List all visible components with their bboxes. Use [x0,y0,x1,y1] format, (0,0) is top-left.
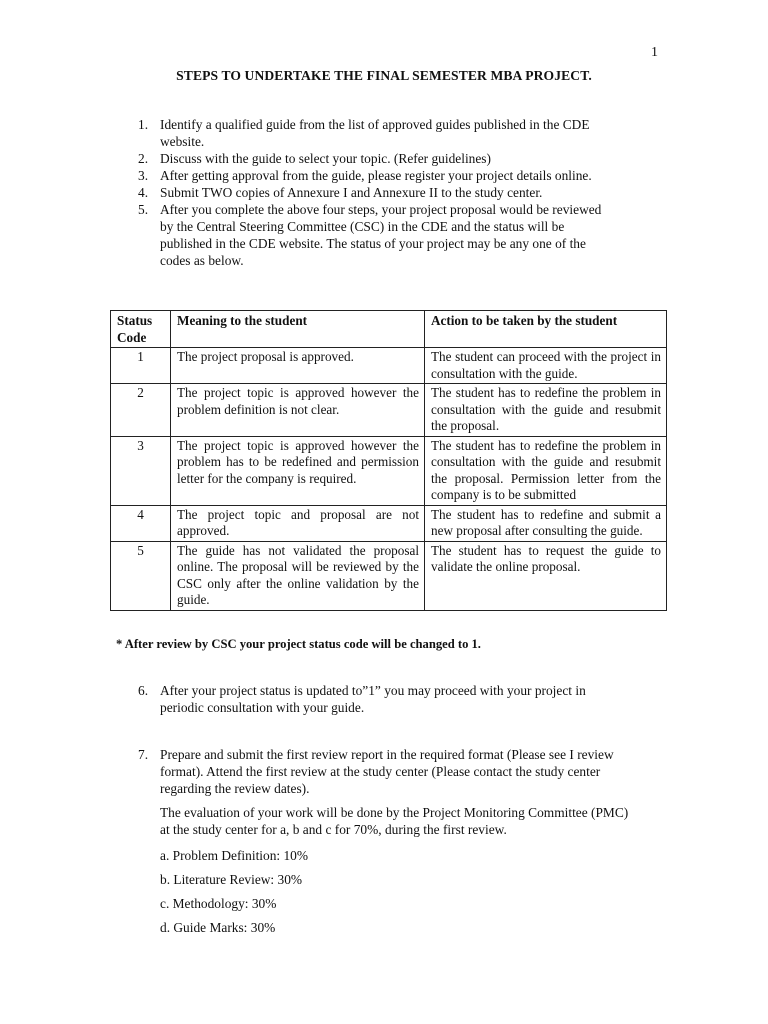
meaning-cell: The project topic and proposal are not approved. [171,505,425,541]
status-code-cell: 4 [111,505,171,541]
status-note: * After review by CSC your project status code will be changed to 1. [116,637,481,651]
step-number: 2. [138,151,149,166]
step-text: Discuss with the guide to select your topic. (Refer guidelines) [160,151,491,166]
column-header-action: Action to be taken by the student [425,311,667,348]
step-number: 1. [138,117,149,132]
step-text: Prepare and submit the first review report in the required format (Please see I review format). Attend the first review at the study center (Please contact the study center regarding the review dates). [160,747,614,796]
meaning-cell: The guide has not validated the proposal online. The proposal will be reviewed by the CSC only after the online validation by the guide. [171,541,425,610]
action-cell: The student can proceed with the project in consultation with the guide. [425,348,667,384]
meaning-cell: The project topic is approved however the problem has to be redefined and permission letter for the company is required. [171,436,425,505]
action-cell: The student has to redefine and submit a new proposal after consulting the guide. [425,505,667,541]
step-number: 7. [138,747,149,762]
status-code-cell: 3 [111,436,171,505]
status-code-cell: 5 [111,541,171,610]
table-row [111,384,667,437]
evaluation-paragraph: The evaluation of your work will be done by the Project Monitoring Committee (PMC) at the study center for a, b and c for 70%, during the first review. [160,805,629,837]
steps-list [0,116,618,269]
step-text: Identify a qualified guide from the list of approved guides published in the CDE website. [160,117,590,149]
table-header-row [111,311,667,348]
column-header-status-code: Status Code [111,311,171,348]
list-item [0,746,618,797]
criterion-item: d. Guide Marks: 30% [160,920,276,935]
list-item [0,150,618,167]
step-number: 4. [138,185,149,200]
table-row [111,436,667,505]
status-code-cell: 1 [111,348,171,384]
step-number: 3. [138,168,149,183]
document-title: STEPS TO UNDERTAKE THE FINAL SEMESTER MBA PROJECT. [176,68,592,83]
step-text: After getting approval from the guide, please register your project details online. [160,168,592,183]
status-code-cell: 2 [111,384,171,437]
step-number: 6. [138,683,149,698]
page-number: 1 [651,45,658,60]
column-header-meaning: Meaning to the student [171,311,425,348]
steps-list-continued [0,682,618,716]
table-row [111,541,667,610]
list-item [0,116,618,150]
criterion-item: a. Problem Definition: 10% [160,848,309,863]
criterion-item: b. Literature Review: 30% [160,872,303,887]
status-code-table [110,310,667,611]
table-row [111,348,667,384]
meaning-cell: The project topic is approved however the problem definition is not clear. [171,384,425,437]
step-text: After your project status is updated to”1” you may proceed with your project in periodic consultation with your guide. [160,683,586,715]
list-item [0,167,618,184]
steps-list-continued [0,746,618,797]
step-text: After you complete the above four steps, your project proposal would be reviewed by the Central Steering Committee (CSC) in the CDE and the status will be published in the CDE website. The status of your project may be any one of the codes as below. [160,202,602,268]
step-number: 5. [138,202,149,217]
list-item [0,184,618,201]
action-cell: The student has to redefine the problem in consultation with the guide and resubmit the proposal. Permission letter from the company is to be submitted [425,436,667,505]
meaning-cell: The project proposal is approved. [171,348,425,384]
list-item [0,201,618,269]
list-item [0,682,618,716]
criterion-item: c. Methodology: 30% [160,896,277,911]
step-text: Submit TWO copies of Annexure I and Annexure II to the study center. [160,185,543,200]
action-cell: The student has to request the guide to validate the online proposal. [425,541,667,610]
action-cell: The student has to redefine the problem in consultation with the guide and resubmit the proposal. [425,384,667,437]
table-row [111,505,667,541]
